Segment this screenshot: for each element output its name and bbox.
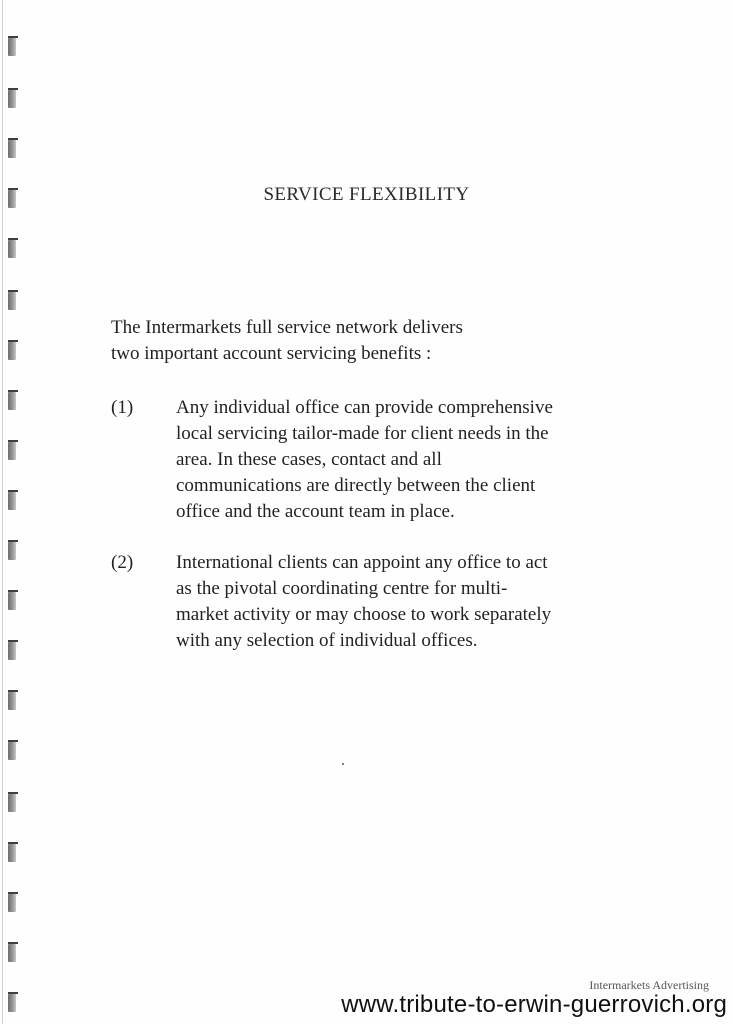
stray-mark: [342, 763, 344, 765]
binding-hole: [8, 742, 16, 760]
list-item-line: with any selection of individual offices.: [176, 630, 478, 651]
binding-hole: [8, 38, 16, 56]
intro-line: two important account servicing benefits :: [111, 343, 432, 364]
binding-hole: [8, 944, 16, 962]
list-item-body: [176, 550, 656, 654]
list-item-line: International clients can appoint any office to act: [176, 552, 548, 573]
list-item-line: as the pivotal coordinating centre for multi-: [176, 578, 508, 599]
binding-hole: [8, 342, 16, 360]
binding-hole: [8, 240, 16, 258]
intro-paragraph: [111, 315, 631, 367]
list-item-number: (1): [111, 397, 134, 418]
binding-hole: [8, 542, 16, 560]
binding-hole: [8, 794, 16, 812]
page-title: SERVICE FLEXIBILITY: [263, 184, 470, 205]
binding-hole: [8, 894, 16, 912]
binding-hole: [8, 140, 16, 158]
list-item-line: communications are directly between the client: [176, 475, 536, 496]
binding-hole: [8, 442, 16, 460]
list-item-line: local servicing tailor-made for client needs in the: [176, 423, 549, 444]
list-item-line: area. In these cases, contact and all: [176, 449, 442, 470]
binding-hole: [8, 90, 16, 108]
binding-hole: [8, 392, 16, 410]
binding-holes: [8, 0, 22, 1024]
list-item-line: market activity or may choose to work separately: [176, 604, 552, 625]
watermark-url: www.tribute-to-erwin-guerrovich.org: [341, 991, 727, 1018]
page-edge: [2, 0, 3, 1024]
list-item-number: (2): [111, 552, 134, 573]
binding-hole: [8, 642, 16, 660]
binding-hole: [8, 692, 16, 710]
binding-hole: [8, 844, 16, 862]
list-item-line: Any individual office can provide comprehensive: [176, 397, 553, 418]
binding-hole: [8, 994, 16, 1012]
list-item-body: [176, 395, 656, 525]
list-item-line: office and the account team in place.: [176, 501, 455, 522]
footer-brand: Intermarkets Advertising: [589, 978, 709, 992]
binding-hole: [8, 492, 16, 510]
binding-hole: [8, 292, 16, 310]
intro-line: The Intermarkets full service network delivers: [111, 317, 463, 338]
binding-hole: [8, 592, 16, 610]
